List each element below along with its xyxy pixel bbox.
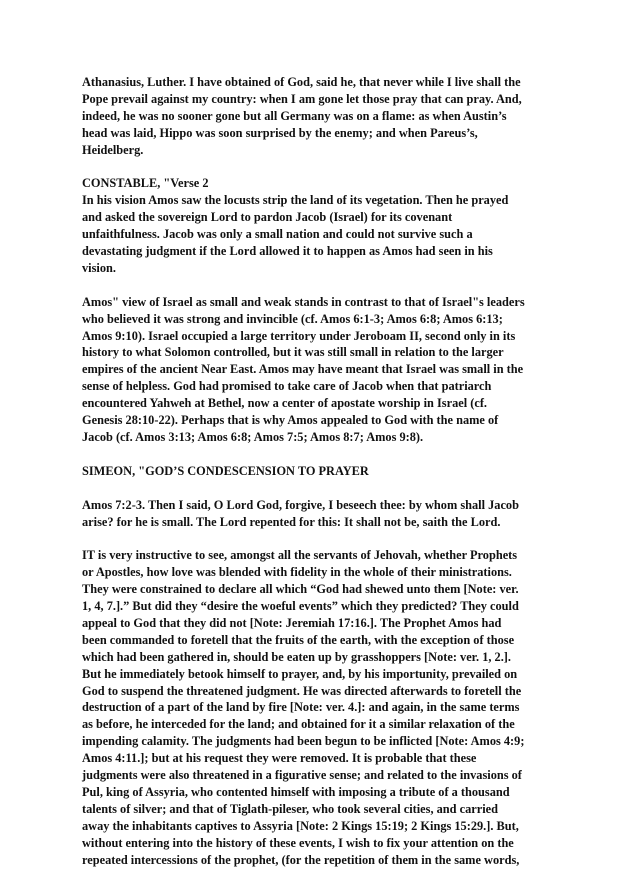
text-line: devastating judgment if the Lord allowed it to happen as Amos had seen in his	[82, 244, 493, 259]
text-line: Amos 7:2-3. Then I said, O Lord God, forgive, I beseech thee: by whom shall Jacob	[82, 497, 519, 512]
text-line: Amos 9:10). Israel occupied a large territory under Jeroboam II, second only in its	[82, 328, 516, 343]
text-line: who believed it was strong and invincible (cf. Amos 6:1-3; Amos 6:8; Amos 6:13;	[82, 311, 503, 326]
text-line: Amos" view of Israel as small and weak stands in contrast to that of Israel"s leaders	[82, 294, 525, 309]
text-line: They were constrained to declare all which “God had shewed unto them [Note: ver.	[82, 582, 519, 597]
text-line: Athanasius, Luther. I have obtained of God, said he, that never while I live shall the	[82, 75, 521, 89]
text-line: CONSTABLE, "Verse 2	[82, 176, 209, 191]
text-line: Heidelberg.	[82, 142, 144, 157]
text-line: appeal to God that they did not [Note: Jeremiah 17:16.]. The Prophet Amos had	[82, 615, 502, 630]
text-line: or Apostles, how love was blended with fidelity in the whole of their ministrations.	[82, 565, 512, 580]
text-line: IT is very instructive to see, amongst all the servants of Jehovah, whether Prophets	[82, 548, 518, 563]
text-line: SIMEON, "GOD’S CONDESCENSION TO PRAYER	[82, 463, 369, 478]
text-line: But he immediately betook himself to prayer, and, by his importunity, prevailed on	[82, 666, 518, 681]
text-line: been commanded to foretell that the fruits of the earth, with the exception of those	[82, 632, 515, 647]
text-line: head was laid, Hippo was soon surprised by the enemy; and when Pareus’s,	[82, 125, 478, 140]
text-line: arise? for he is small. The Lord repented for this: It shall not be, saith the Lord.	[82, 514, 501, 529]
paragraph-p5	[82, 497, 558, 531]
paragraph-gap	[82, 480, 558, 497]
text-line: and asked the sovereign Lord to pardon Jacob (Israel) for its covenant	[82, 210, 453, 225]
paragraph-gap	[82, 530, 558, 547]
paragraph-p6	[82, 547, 558, 868]
text-line: 1, 4, 7.].” But did they “desire the woeful events” which they predicted? They could	[82, 599, 519, 614]
paragraph-gap	[82, 446, 558, 463]
paragraph-p2	[82, 175, 558, 276]
paragraph-gap	[82, 159, 558, 176]
text-line: talents of silver; and that of Tiglath-pileser, who took several cities, and carried	[82, 801, 499, 816]
text-line: encountered Yahweh at Bethel, now a center of apostate worship in Israel (cf.	[82, 396, 488, 411]
text-line: repeated intercessions of the prophet, (for the repetition of them in the same words,	[82, 852, 520, 867]
text-line: sense of helpless. God had promised to take care of Jacob when that patriarch	[82, 379, 492, 394]
text-line: destruction of a part of the land by fire [Note: ver. 4.]: and again, in the same terms	[82, 700, 520, 715]
paragraph-p1	[82, 74, 558, 159]
text-line: indeed, he was no sooner gone but all Germany was on a flame: as when Austin’s	[82, 108, 507, 123]
text-line: which had been gathered in, should be eaten up by grasshoppers [Note: ver. 1, 2.].	[82, 649, 511, 664]
text-line: Pope prevail against my country: when I am gone let those pray that can pray. And,	[82, 91, 522, 106]
text-line: Genesis 28:10-22). Perhaps that is why Amos appealed to God with the name of	[82, 413, 499, 428]
document-body	[82, 74, 558, 869]
text-line: history to what Solomon controlled, but it was still small in relation to the larger	[82, 345, 504, 360]
text-line: God to suspend the threatened judgment. He was directed afterwards to foretell the	[82, 683, 522, 698]
text-line: Pul, king of Assyria, who contented himself with imposing a tribute of a thousand	[82, 784, 510, 799]
text-line: away the inhabitants captives to Assyria [Note: 2 Kings 15:19; 2 Kings 15:29.]. But,	[82, 818, 519, 833]
text-line: unfaithfulness. Jacob was only a small nation and could not survive such a	[82, 227, 473, 242]
paragraph-p3	[82, 294, 558, 446]
paragraph-p4	[82, 463, 558, 480]
text-line: empires of the ancient Near East. Amos may have meant that Israel was small in the	[82, 362, 524, 377]
paragraph-gap	[82, 277, 558, 294]
text-line: as before, he interceded for the land; and obtained for it a similar relaxation of the	[82, 717, 515, 732]
text-line: In his vision Amos saw the locusts strip the land of its vegetation. Then he prayed	[82, 193, 509, 208]
text-line: impending calamity. The judgments had been begun to be inflicted [Note: Amos 4:9;	[82, 734, 525, 749]
text-line: Amos 4:11.]; but at his request they were removed. It is probable that these	[82, 751, 477, 766]
text-line: judgments were also threatened in a figurative sense; and related to the invasions of	[82, 768, 522, 783]
text-line: Jacob (cf. Amos 3:13; Amos 6:8; Amos 7:5; Amos 8:7; Amos 9:8).	[82, 430, 424, 444]
text-line: vision.	[82, 260, 116, 275]
text-line: without entering into the history of these events, I wish to fix your attention on the	[82, 835, 514, 850]
